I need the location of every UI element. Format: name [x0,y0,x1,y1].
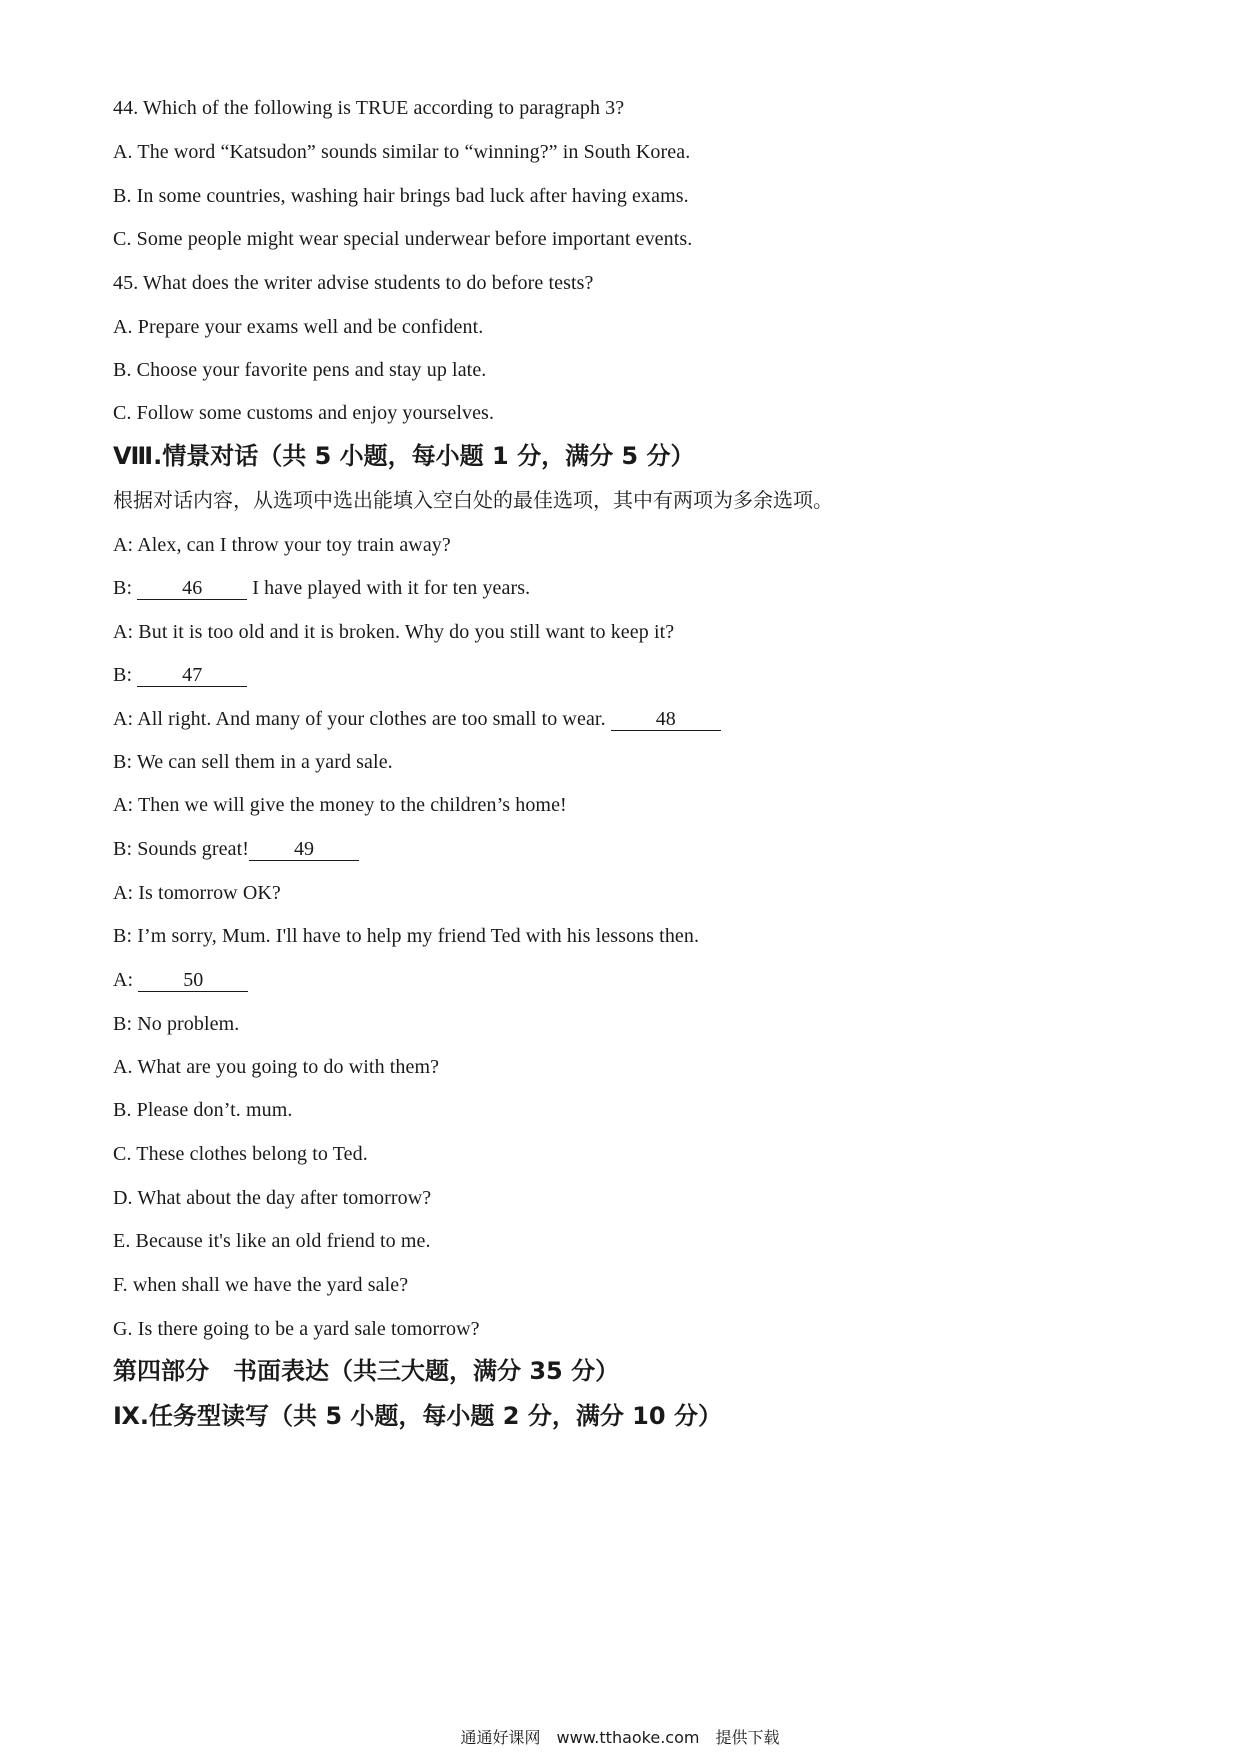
dialogue-speaker: B: [113,664,138,686]
option-d: D. What about the day after tomorrow? [113,1187,432,1209]
dialogue-line-9: A: Is tomorrow OK? [113,882,281,904]
answer-blank-47: 47 [137,664,247,687]
question-44-option-c: C. Some people might wear special underwear before important events. [113,228,693,250]
dialogue-line-3: A: But it is too old and it is broken. Why do you still want to keep it? [113,621,675,643]
section-8-instruction: 根据对话内容，从选项中选出能填入空白处的最佳选项，其中有两项为多余选项。 [113,488,833,512]
question-45-option-a: A. Prepare your exams well and be confident. [113,316,484,338]
answer-blank-48: 48 [611,708,721,731]
dialogue-line-11 [113,967,248,993]
option-c: C. These clothes belong to Ted. [113,1143,368,1165]
dialogue-line-7: A: Then we will give the money to the children’s home! [113,794,567,816]
dialogue-speaker: A: [113,969,139,991]
option-f: F. when shall we have the yard sale? [113,1274,409,1296]
option-g: G. Is there going to be a yard sale tomorrow? [113,1318,480,1340]
answer-blank-49: 49 [249,838,359,861]
option-e: E. Because it's like an old friend to me. [113,1230,431,1252]
question-44-stem: 44. Which of the following is TRUE according to paragraph 3? [113,97,625,119]
part-4-heading: 第四部分 书面表达（共三大题，满分 35 分） [113,1357,620,1385]
question-45-stem: 45. What does the writer advise students to do before tests? [113,272,594,294]
answer-blank-50: 50 [138,969,248,992]
dialogue-line-2 [113,575,530,601]
option-b: B. Please don’t. mum. [113,1099,293,1121]
dialogue-line-4 [113,662,247,688]
dialogue-text: I have played with it for ten years. [247,577,531,599]
dialogue-text: A: All right. And many of your clothes are too small to wear. [113,708,611,730]
dialogue-line-6: B: We can sell them in a yard sale. [113,751,393,773]
question-44-option-a: A. The word “Katsudon” sounds similar to “winning?” in South Korea. [113,141,691,163]
section-8-heading: Ⅷ.情景对话（共 5 小题，每小题 1 分，满分 5 分） [113,442,695,470]
option-a: A. What are you going to do with them? [113,1056,440,1078]
question-45-option-c: C. Follow some customs and enjoy yourselves. [113,402,495,424]
dialogue-text: B: Sounds great! [113,838,250,860]
question-44-option-b: B. In some countries, washing hair brings bad luck after having exams. [113,185,689,207]
dialogue-line-10: B: I’m sorry, Mum. I'll have to help my friend Ted with his lessons then. [113,925,700,947]
section-9-heading: Ⅸ.任务型读写（共 5 小题，每小题 2 分，满分 10 分） [113,1402,722,1430]
dialogue-line-12: B: No problem. [113,1013,240,1035]
dialogue-speaker: B: [113,577,138,599]
page-footer: 通通好课网 www.tthaoke.com 提供下载 [460,1728,780,1747]
dialogue-line-5 [113,706,721,732]
answer-blank-46: 46 [137,577,247,600]
dialogue-line-1: A: Alex, can I throw your toy train away? [113,534,451,556]
question-45-option-b: B. Choose your favorite pens and stay up late. [113,359,487,381]
dialogue-line-8 [113,836,359,862]
